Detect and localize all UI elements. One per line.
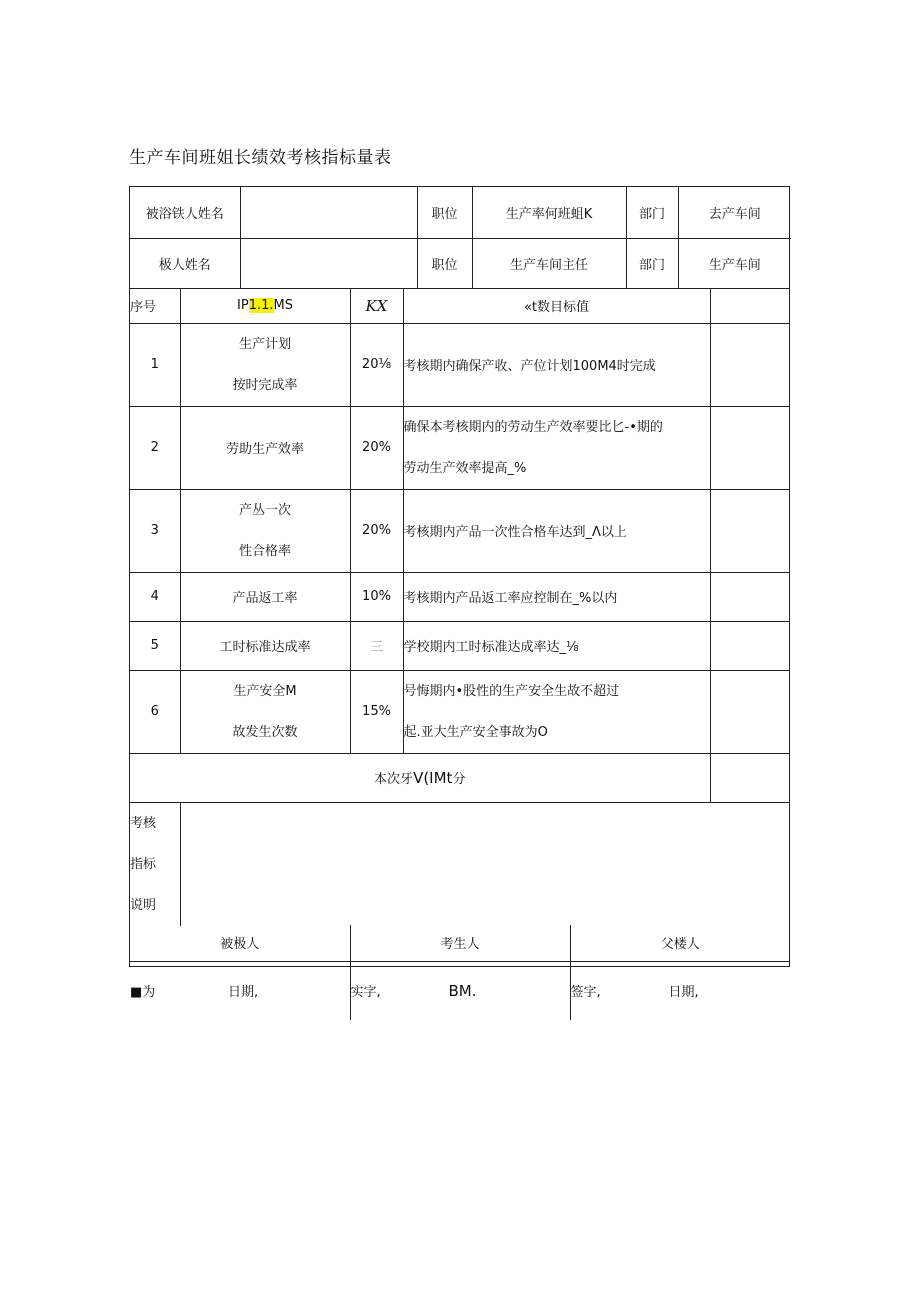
indicator-target: 考核期内确保产收、产位计划100M4时完成 [403,323,710,406]
position-value: 生产率何班蛆K [472,187,626,238]
table-row [130,621,790,670]
indicator-weight: 15% [350,670,403,753]
info-table [129,186,790,289]
total-score-label: 本次牙V(IMt分 [130,753,710,802]
header-weight: KX [350,289,403,323]
row-number: 3 [130,489,180,572]
notes-label: 考核 指标 说明 [130,802,180,926]
row-number: 5 [130,621,180,670]
position-value: 生产车间主任 [472,238,626,289]
indicator-weight: 20⅛ [350,323,403,406]
signature-row [130,962,790,1020]
indicator-name: 产品返工率 [180,572,350,621]
dept-value: 生产车间 [678,238,791,289]
header-target: «t数目标值 [403,289,710,323]
indicator-weight: 10% [350,572,403,621]
indicator-target: 考核期内产品返工率应控制在_%以内 [403,572,710,621]
row-number: 1 [130,323,180,406]
header-seq: 序号 [130,289,180,323]
evaluatee-name-label: 被浴铁人姓名 [130,187,240,238]
position-label: 职位 [417,238,472,289]
dept-label: 部门 [626,187,678,238]
document-title: 生产车间班姐长绩效考核指标量表 [129,148,392,168]
indicator-name: 生产计划 按时完成率 [180,323,350,406]
table-row [130,572,790,621]
row-number: 4 [130,572,180,621]
evaluator-name-field[interactable] [240,238,417,289]
sign-cell-reviewer[interactable]: 签字, 日期, [570,962,790,1020]
total-row [130,753,790,802]
total-score-cell[interactable] [710,753,790,802]
indicator-name: 生产安全M 故发生次数 [180,670,350,753]
score-cell[interactable] [710,323,790,406]
notes-row [130,802,790,926]
header-indicator: IP1.1.MS [180,289,350,323]
table-row [130,670,790,753]
header-score [710,289,790,323]
score-cell[interactable] [710,621,790,670]
table-row [130,323,790,406]
evaluator-name-label: 极人姓名 [130,238,240,289]
position-label: 职位 [417,187,472,238]
dept-value: 去产车间 [678,187,791,238]
sign-header-evaluator: 考生人 [350,925,570,962]
row-number: 6 [130,670,180,753]
indicator-name: 劳助生产效率 [180,406,350,489]
score-cell[interactable] [710,572,790,621]
sign-header-evaluatee: 被极人 [130,925,350,962]
table-row [130,406,790,489]
sign-header-reviewer: 父楼人 [570,925,790,962]
indicator-weight: 三 [350,621,403,670]
sign-cell-evaluator[interactable]: 实字, BM. [350,962,570,1020]
evaluatee-name-field[interactable] [240,187,417,238]
header-row [130,289,790,323]
table-row [130,489,790,572]
indicator-target: 确保本考核期内的劳动生产效率要比匕-•期的 劳动生产效率提高_% [403,406,710,489]
indicator-weight: 20% [350,406,403,489]
info-row-evaluatee [130,187,791,238]
info-row-evaluator [130,238,791,289]
indicator-weight: 20% [350,489,403,572]
notes-field[interactable] [180,802,790,926]
score-cell[interactable] [710,489,790,572]
indicator-table [129,288,790,1001]
score-cell[interactable] [710,406,790,489]
indicator-target: 学校期内工时标准达成率达_⅛ [403,621,710,670]
row-number: 2 [130,406,180,489]
score-cell[interactable] [710,670,790,753]
sign-cell-evaluatee[interactable]: ■为 日期, [130,962,350,1020]
indicator-name: 工时标准达成率 [180,621,350,670]
indicator-target: 号悔期内•股性的生产安全生故不超过 起.亚大生产安全事故为O [403,670,710,753]
signature-header-row [130,925,790,962]
indicator-name: 产丛一次 性合格率 [180,489,350,572]
indicator-target: 考核期内产品一次性合格车达到_Λ以上 [403,489,710,572]
dept-label: 部门 [626,238,678,289]
